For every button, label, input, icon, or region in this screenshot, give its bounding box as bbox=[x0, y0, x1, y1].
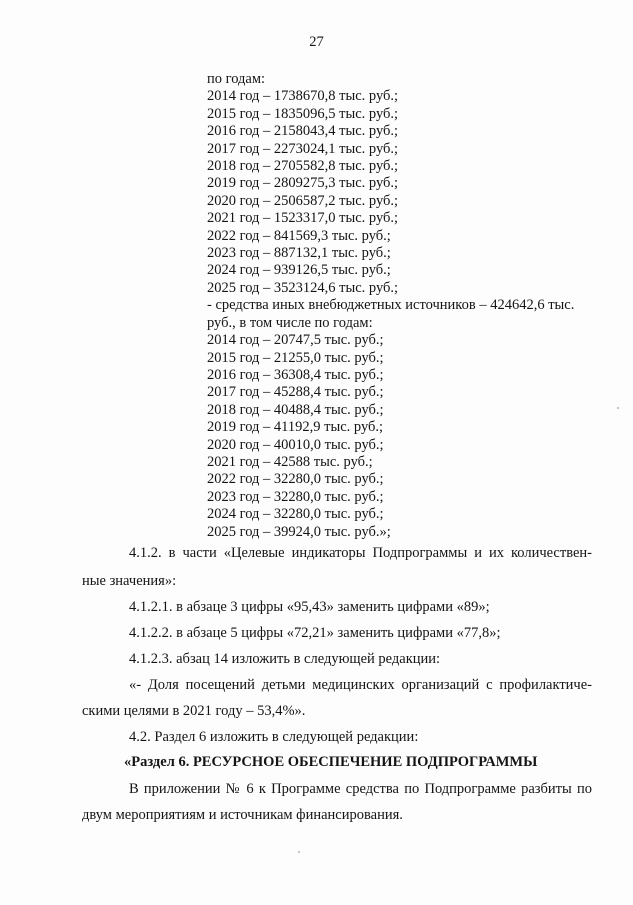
list-line: 2016 год – 2158043,4 тыс. руб.; bbox=[207, 123, 399, 140]
list-line: 2014 год – 20747,5 тыс. руб.; bbox=[207, 332, 384, 349]
quote-line2: скими целями в 2021 году – 53,4%». bbox=[82, 703, 306, 719]
final-paragraph-line1: В приложении № 6 к Программе средства по Подпрограмме разбиты по bbox=[129, 781, 592, 797]
list-line: 2022 год – 32280,0 тыс. руб.; bbox=[207, 471, 384, 488]
paragraph-4-1-2-line1: 4.1.2. в части «Целевые индикаторы Подпрограммы и их количествен- bbox=[129, 545, 592, 561]
scan-speck bbox=[298, 851, 300, 853]
list-line: 2023 год – 32280,0 тыс. руб.; bbox=[207, 488, 384, 505]
list-line: по годам: bbox=[207, 71, 266, 87]
paragraph-4-2: 4.2. Раздел 6 изложить в следующей редакции: bbox=[129, 729, 419, 745]
list-line: 2016 год – 36308,4 тыс. руб.; bbox=[207, 366, 384, 383]
scan-speck bbox=[617, 407, 619, 409]
list-line: 2024 год – 939126,5 тыс. руб.; bbox=[207, 262, 391, 279]
final-paragraph-line2: двум мероприятиям и источникам финансирования. bbox=[82, 807, 403, 823]
paragraph-4-1-2-3: 4.1.2.3. абзац 14 изложить в следующей редакции: bbox=[129, 651, 441, 667]
list-line: 2025 год – 3523124,6 тыс. руб.; bbox=[207, 279, 399, 296]
list-line: 2020 год – 2506587,2 тыс. руб.; bbox=[207, 192, 399, 209]
list-line: руб., в том числе по годам: bbox=[207, 314, 373, 331]
list-line: 2018 год – 2705582,8 тыс. руб.; bbox=[207, 158, 399, 175]
list-line: 2015 год – 1835096,5 тыс. руб.; bbox=[207, 105, 399, 122]
quote-line1: «- Доля посещений детьми медицинских организаций с профилактиче- bbox=[129, 677, 592, 693]
list-line: 2019 год – 41192,9 тыс. руб.; bbox=[207, 419, 384, 436]
list-line: 2014 год – 1738670,8 тыс. руб.; bbox=[207, 88, 399, 105]
list-line: 2019 год – 2809275,3 тыс. руб.; bbox=[207, 175, 399, 192]
list-line: 2022 год – 841569,3 тыс. руб.; bbox=[207, 227, 391, 244]
list-line: 2021 год – 1523317,0 тыс. руб.; bbox=[207, 210, 399, 227]
list-line: 2025 год – 39924,0 тыс. руб.»; bbox=[207, 523, 391, 540]
list-line: - средства иных внебюджетных источников – 424642,6 тыс. bbox=[207, 297, 575, 314]
paragraph-4-1-2-2: 4.1.2.2. в абзаце 5 цифры «72,21» заменить цифрами «77,8»; bbox=[129, 625, 501, 641]
list-line: 2015 год – 21255,0 тыс. руб.; bbox=[207, 349, 384, 366]
list-line: 2023 год – 887132,1 тыс. руб.; bbox=[207, 245, 391, 262]
list-line: 2017 год – 45288,4 тыс. руб.; bbox=[207, 384, 384, 401]
list-line: 2024 год – 32280,0 тыс. руб.; bbox=[207, 506, 384, 523]
list-line: 2021 год – 42588 тыс. руб.; bbox=[207, 453, 373, 470]
list-line: 2020 год – 40010,0 тыс. руб.; bbox=[207, 436, 384, 453]
funding-by-year-list bbox=[207, 71, 607, 541]
paragraph-4-1-2-line2: ные значения»: bbox=[82, 573, 177, 589]
list-line: 2018 год – 40488,4 тыс. руб.; bbox=[207, 401, 384, 418]
section-heading: «Раздел 6. РЕСУРСНОЕ ОБЕСПЕЧЕНИЕ ПОДПРОГРАММЫ bbox=[124, 754, 538, 770]
paragraph-4-1-2-1: 4.1.2.1. в абзаце 3 цифры «95,43» заменить цифрами «89»; bbox=[129, 599, 490, 615]
list-line: 2017 год – 2273024,1 тыс. руб.; bbox=[207, 140, 399, 157]
page-number: 27 bbox=[309, 34, 324, 50]
